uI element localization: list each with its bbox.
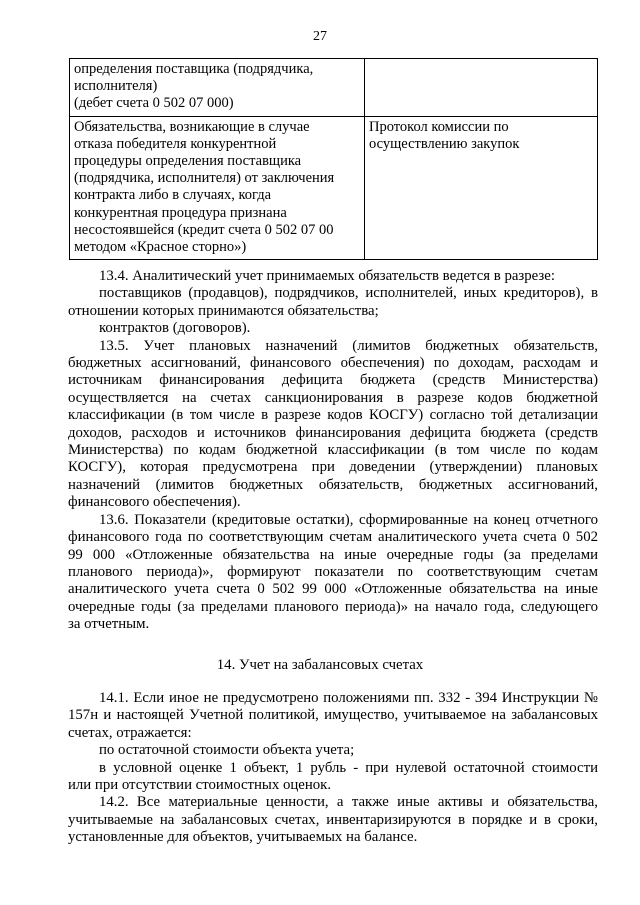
text-line: финансового года по соответствующим счетам аналитического учета счета 0 502 — [68, 529, 598, 546]
paragraph-13-4-creditors — [68, 285, 598, 320]
table-cell — [365, 59, 598, 117]
text-line: 99 000 «Отложенные обязательства на иные очередные годы (за пределами — [68, 546, 598, 563]
text-line: осуществляется на счетах санкционирования в разрезе кодов бюджетной — [68, 389, 598, 406]
text-line: финансового обеспечения). — [68, 494, 241, 511]
paragraph-13-4 — [68, 268, 598, 285]
page-number: 27 — [313, 29, 327, 44]
paragraph-14-1-conditional — [68, 760, 598, 795]
cell-text-line: Протокол комиссии по — [369, 118, 509, 135]
cell-text-line: конкурентная процедура признана — [74, 204, 287, 221]
text-line: КОСГУ), которая предусмотрена при доведении (утверждении) плановых — [68, 459, 598, 476]
text-line: 157н и настоящей Учетной политикой, имущество, учитываемое на забалансовых — [68, 707, 598, 724]
cell-text-line: методом «Красное сторно») — [74, 239, 247, 256]
cell-text-line: процедуры определения поставщика — [74, 153, 302, 170]
table-cell — [70, 116, 365, 260]
text-line: классификации (в том числе в разрезе кодов КОСГУ) согласно той детализации — [68, 407, 598, 424]
cell-text-line: Обязательства, возникающие в случае — [74, 118, 310, 135]
text-line: назначений (лимитов бюджетных обязательств, бюджетных ассигнований, — [68, 476, 598, 493]
text-line: 13.6. Показатели (кредитовые остатки), сформированные на конец отчетного — [99, 511, 598, 528]
cell-text-line: (подрядчика, исполнителя) от заключения — [74, 170, 335, 187]
text-line: аналитического учета счета 0 502 99 000 «Отложенные обязательства на иные — [68, 581, 598, 598]
cell-text-line: (дебет счета 0 502 07 000) — [74, 95, 234, 112]
cell-text-line: осуществлению закупок — [369, 135, 520, 152]
section-13-body — [68, 268, 598, 634]
text-line: по остаточной стоимости объекта учета; — [99, 742, 355, 759]
text-line: очередные годы (за пределами планового периода)» на начало года, следующего — [68, 598, 598, 615]
paragraph-14-1-residual — [68, 742, 598, 759]
text-line: в условной оценке 1 объект, 1 рубль - при нулевой остаточной стоимости — [99, 759, 598, 776]
text-line: контрактов (договоров). — [99, 320, 251, 337]
text-line: отношении которых принимаются обязательства; — [68, 302, 379, 319]
text-line: за отчетным. — [68, 616, 150, 633]
cell-text-line: определения поставщика (подрядчика, — [74, 61, 314, 77]
text-line: бюджетных ассигнований, финансового обеспечения) по доходам, расходам и — [68, 355, 598, 372]
text-line: Министерства) по кодам бюджетной классификации (в том числе по кодам — [68, 442, 598, 459]
text-line: доходов, расходов и источников финансирования дефицита бюджета (средств — [68, 424, 598, 441]
paragraph-14-1 — [68, 690, 598, 742]
text-line: 14.1. Если иное не предусмотрено положениями пп. 332 - 394 Инструкции № — [99, 690, 598, 706]
text-line: 14.2. Все материальные ценности, а также иные активы и обязательства, — [99, 794, 598, 811]
paragraph-13-5 — [68, 338, 598, 512]
table-row — [70, 59, 598, 117]
paragraph-13-4-contracts — [68, 320, 598, 337]
text-line: установленные для объектов, учитываемых на балансе. — [68, 829, 418, 846]
paragraph-14-2 — [68, 794, 598, 846]
section-14-heading: 14. Учет на забалансовых счетах — [216, 657, 424, 673]
text-line: 13.5. Учет плановых назначений (лимитов бюджетных обязательств, — [99, 337, 598, 354]
paragraph-13-6 — [68, 512, 598, 634]
cell-text-line: отказа победителя конкурентной — [74, 135, 277, 152]
text-line: или при отсутствии стоимостных оценок. — [68, 777, 332, 794]
cell-text-line: контракта либо в случаях, когда — [74, 187, 272, 204]
text-line: источникам финансирования дефицита бюджета (средств Министерства) — [68, 372, 598, 389]
cell-text-line: несостоявшейся (кредит счета 0 502 07 00 — [74, 221, 334, 238]
table-cell — [365, 116, 598, 260]
text-line: счетах, отражается: — [68, 724, 192, 741]
obligations-table — [69, 58, 598, 260]
text-line: учитываемые на забалансовых счетах, инвентаризируются в порядке и в сроки, — [68, 811, 598, 828]
table-cell — [70, 59, 365, 117]
text-line: планового периода)», формируют показатели по соответствующим счетам — [68, 563, 598, 580]
text-line: 13.4. Аналитический учет принимаемых обязательств ведется в разрезе: — [99, 268, 555, 284]
text-line: поставщиков (продавцов), подрядчиков, исполнителей, иных кредиторов), в — [99, 285, 598, 302]
cell-text-line: исполнителя) — [74, 78, 158, 95]
table-row — [70, 116, 598, 260]
section-14-body — [68, 690, 598, 847]
